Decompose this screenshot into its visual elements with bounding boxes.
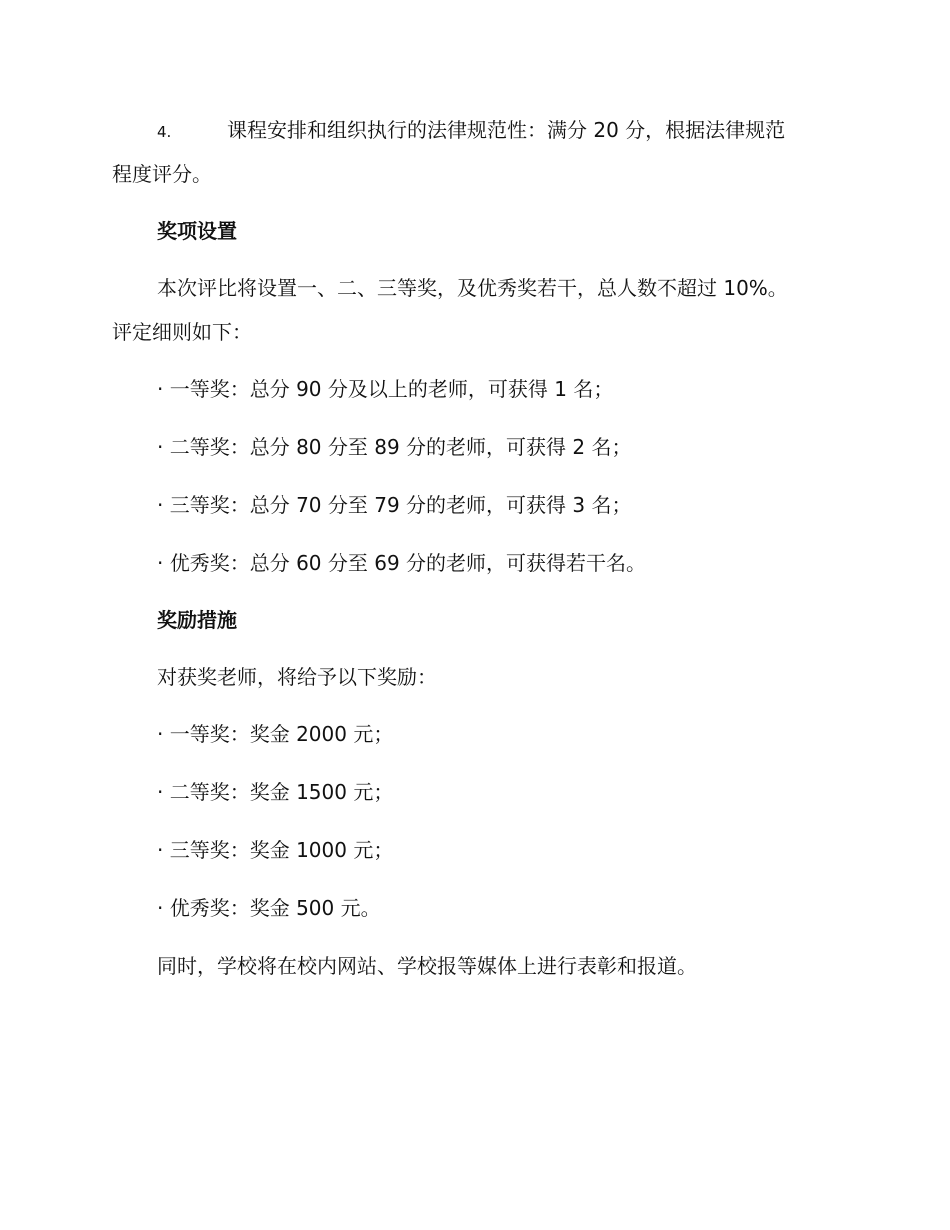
rewards-intro-paragraph: 对获奖老师，将给予以下奖励： <box>157 665 437 689</box>
award-rule-item: · 优秀奖：总分 60 分至 69 分的老师，可获得若干名。 <box>157 551 647 575</box>
list-item-text: 课程安排和组织执行的法律规范性：满分 20 分，根据法律规范 <box>227 118 786 142</box>
closing-paragraph: 同时，学校将在校内网站、学校报等媒体上进行表彰和报道。 <box>157 954 697 978</box>
list-number: 4. <box>157 123 172 141</box>
section-heading-awards: 奖项设置 <box>157 219 237 243</box>
reward-item: · 优秀奖：奖金 500 元。 <box>157 896 381 920</box>
list-item-4 <box>157 116 785 146</box>
awards-intro-paragraph: 本次评比将设置一、二、三等奖，及优秀奖若干，总人数不超过 10%。 <box>157 276 788 300</box>
section-heading-rewards: 奖励措施 <box>157 608 237 632</box>
awards-intro-continuation: 评定细则如下： <box>112 320 252 344</box>
award-rule-item: · 三等奖：总分 70 分至 79 分的老师，可获得 3 名； <box>157 493 632 517</box>
list-item-4-continuation: 程度评分。 <box>112 162 212 186</box>
reward-item: · 一等奖：奖金 2000 元； <box>157 722 394 746</box>
award-rule-item: · 一等奖：总分 90 分及以上的老师，可获得 1 名； <box>157 377 614 401</box>
reward-item: · 三等奖：奖金 1000 元； <box>157 838 394 862</box>
award-rule-item: · 二等奖：总分 80 分至 89 分的老师，可获得 2 名； <box>157 435 632 459</box>
reward-item: · 二等奖：奖金 1500 元； <box>157 780 394 804</box>
